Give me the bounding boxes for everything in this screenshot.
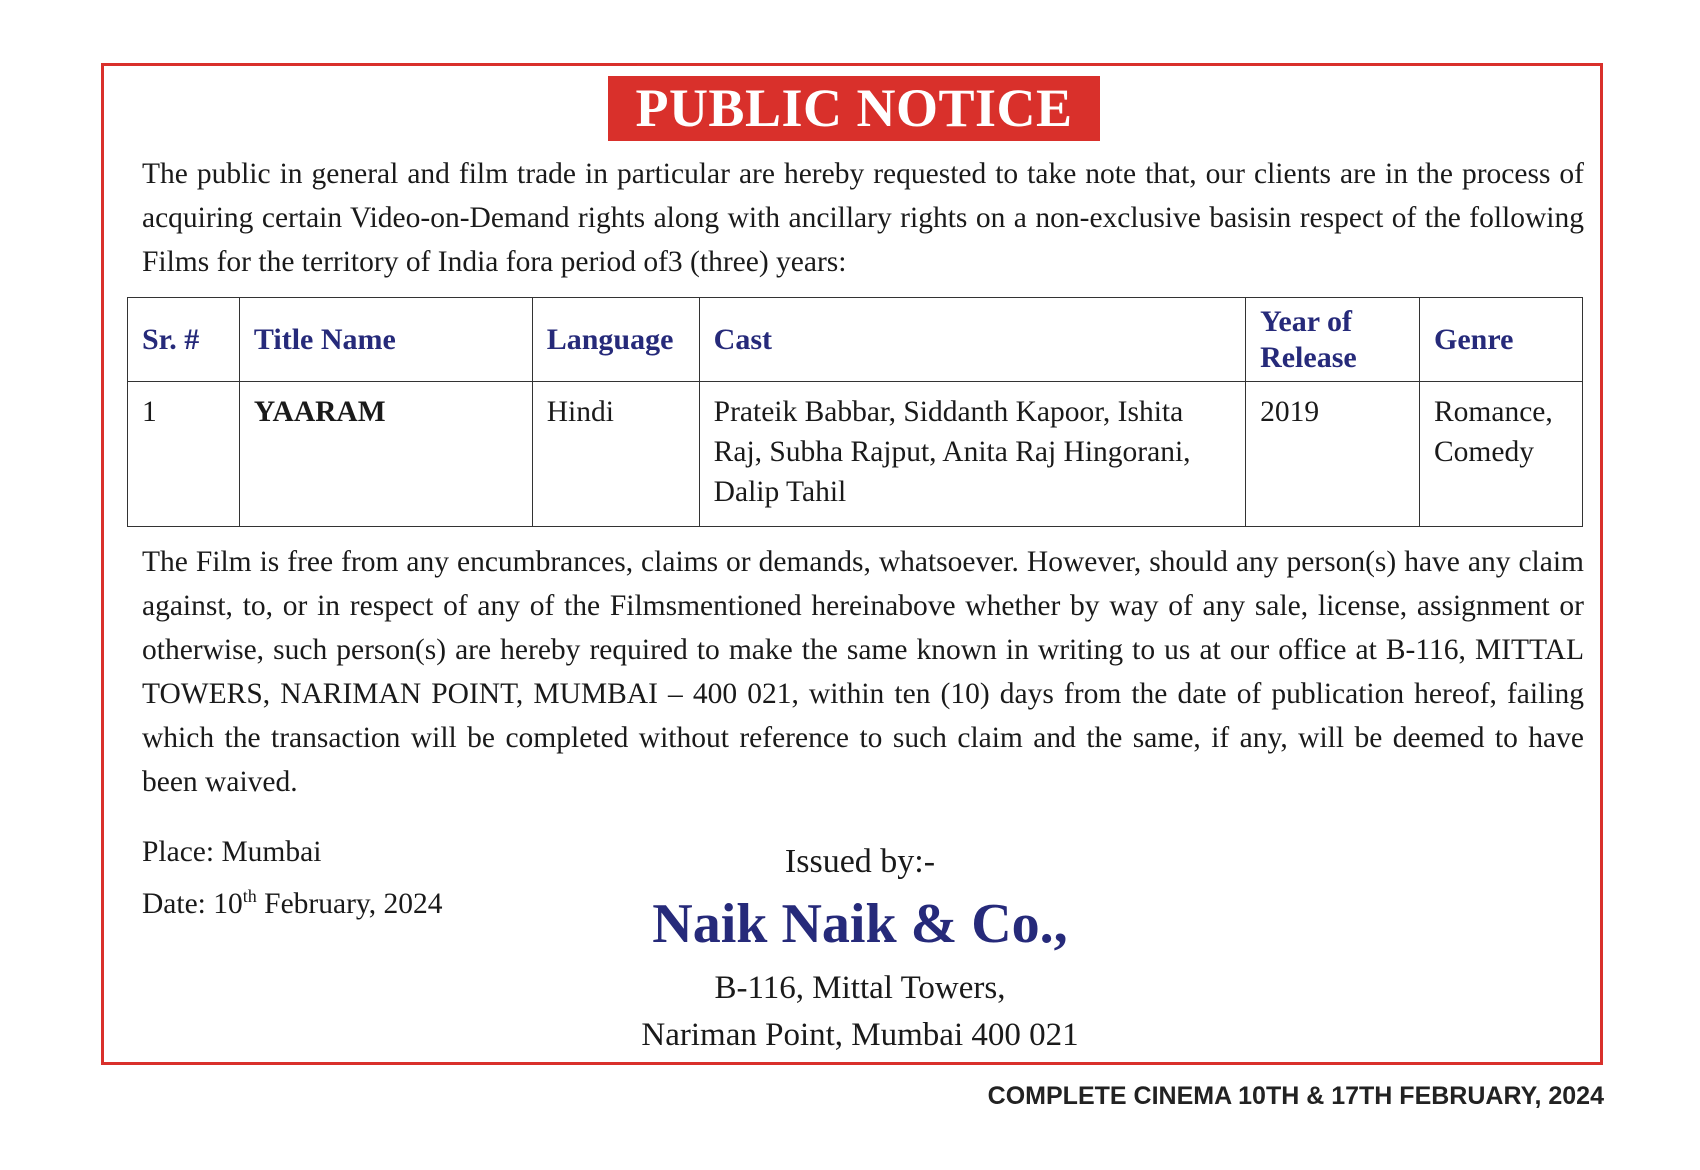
place-line: Place: Mumbai xyxy=(142,836,322,868)
header-cast: Cast xyxy=(699,298,1245,382)
table-row xyxy=(128,382,1583,527)
cell-cast: Prateik Babbar, Siddanth Kapoor, Ishita Raj, Subha Rajput, Anita Raj Hingorani, Dalip Tahil xyxy=(699,382,1245,527)
publication-credit: COMPLETE CINEMA 10TH & 17TH FEBRUARY, 2024 xyxy=(987,1082,1604,1110)
firm-address-line1: B-116, Mittal Towers, xyxy=(714,970,1006,1006)
place-date-block xyxy=(142,830,442,926)
notice-title: PUBLIC NOTICE xyxy=(608,76,1100,141)
cell-language: Hindi xyxy=(532,382,699,527)
header-sr: Sr. # xyxy=(128,298,240,382)
body-paragraph: The Film is free from any encumbrances, claims or demands, whatsoever. However, should any person(s) have any claim against, to, or in respect of any of the Filmsmentioned hereinabove whether by way of any sale, license, assignment or otherwise, such person(s) are hereby required to make the same known in writing to us at our office at B-116, MITTAL TOWERS, NARIMAN POINT, MUMBAI – 400 021, within ten (10) days from the date of publication hereof, failing which the transaction will be completed without reference to such claim and the same, if any, will be deemed to have been waived. xyxy=(142,546,1584,798)
films-table xyxy=(127,297,1583,527)
header-language: Language xyxy=(532,298,699,382)
cell-title: YAARAM xyxy=(239,382,532,527)
issued-by-label: Issued by:- xyxy=(784,843,936,880)
cell-year: 2019 xyxy=(1246,382,1420,527)
date-prefix: Date: 10 xyxy=(142,887,243,920)
date-suffix: February, 2024 xyxy=(256,887,443,920)
cell-genre: Romance, Comedy xyxy=(1419,382,1582,527)
intro-paragraph: The public in general and film trade in particular are hereby requested to take note that, our clients are in the process of acquiring certain Video-on-Demand rights along with ancillary rights on a non-exclusive basisin respect of the following Films for the territory of India fora period of3 (three) years: xyxy=(142,158,1584,278)
firm-name: Naik Naik & Co., xyxy=(652,893,1068,955)
table-header-row xyxy=(128,298,1583,382)
date-line xyxy=(142,874,442,926)
header-genre: Genre xyxy=(1419,298,1582,382)
header-title: Title Name xyxy=(239,298,532,382)
date-superscript: th xyxy=(242,886,257,906)
cell-sr: 1 xyxy=(128,382,240,527)
firm-address-line2: Nariman Point, Mumbai 400 021 xyxy=(641,1017,1079,1053)
header-year: Year of Release xyxy=(1246,298,1420,382)
